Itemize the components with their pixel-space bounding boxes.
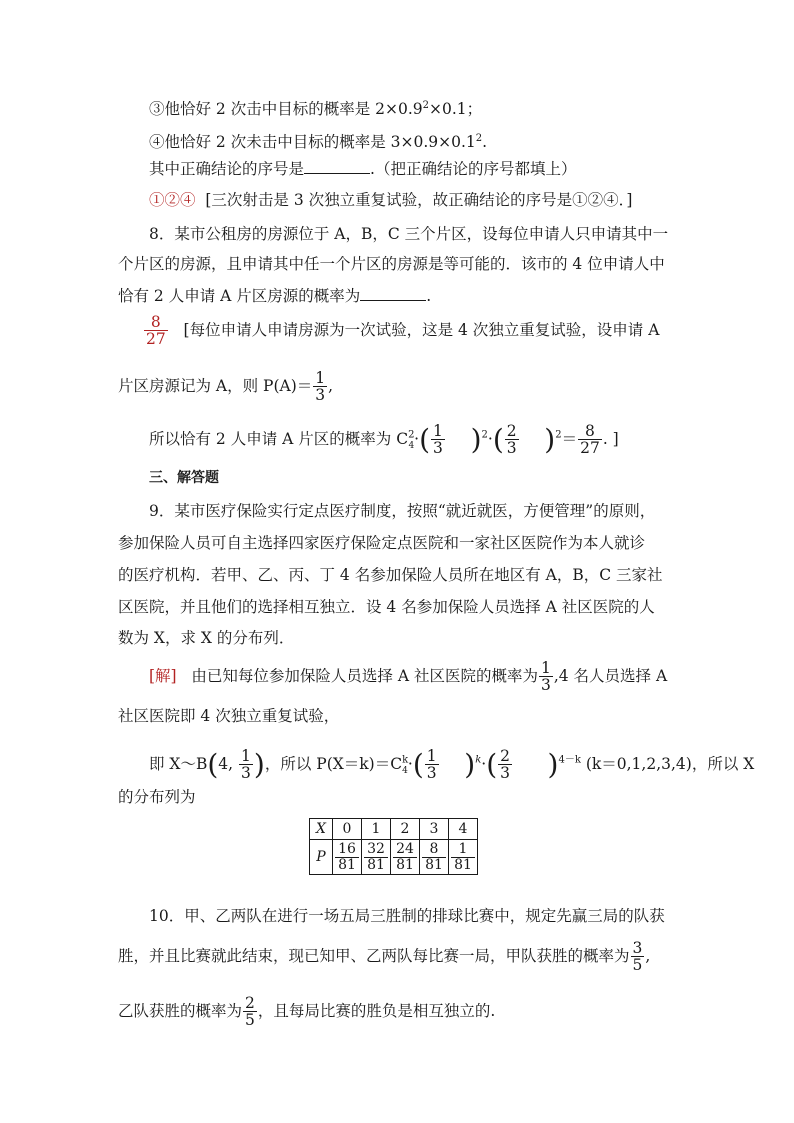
table-header-p: P bbox=[310, 840, 333, 875]
problem-10-line-1: 10．甲、乙两队在进行一场五局三胜制的排球比赛中，规定先赢三局的队获 bbox=[149, 907, 665, 925]
fraction-numerator: 1 bbox=[315, 369, 326, 387]
fraction-denominator: 5 bbox=[245, 1011, 255, 1030]
fraction-denominator: 81 bbox=[454, 856, 472, 873]
problem-10-line-2-end: , bbox=[645, 946, 651, 965]
exponent: 2 bbox=[481, 429, 488, 441]
answer-7-value: ①②④ bbox=[149, 191, 196, 209]
distribution-table bbox=[309, 818, 478, 875]
statement-3-tail: ×0.1； bbox=[429, 100, 483, 119]
exponent: 4－k bbox=[558, 754, 581, 766]
binomial-n: 4, bbox=[218, 754, 234, 773]
table-row-p bbox=[310, 840, 478, 875]
exponent: 2 bbox=[555, 429, 562, 441]
statement-3 bbox=[149, 96, 482, 119]
one-third-fraction bbox=[425, 748, 439, 782]
answer-blank bbox=[360, 286, 426, 301]
fraction-denominator: 3 bbox=[433, 439, 443, 458]
result-fraction bbox=[578, 423, 602, 457]
table-cell bbox=[362, 840, 391, 875]
answer-7-explanation: [三次射击是 3 次独立重复试验，故正确结论的序号是①②④．] bbox=[205, 191, 633, 209]
fraction-denominator: 3 bbox=[540, 676, 551, 695]
problem-10-line-3-end: ，且每局比赛的胜负是相互独立的. bbox=[257, 1001, 496, 1020]
right-paren: ) bbox=[253, 747, 265, 781]
fraction-numerator: 1 bbox=[241, 747, 251, 765]
answer-7 bbox=[149, 190, 632, 210]
fraction-denominator: 3 bbox=[500, 764, 511, 783]
exponent: k bbox=[475, 754, 482, 766]
problem-8-line-3 bbox=[118, 286, 431, 306]
table-header-x: X bbox=[310, 819, 333, 840]
table-cell: 4 bbox=[449, 819, 478, 840]
table-cell: 2 bbox=[391, 819, 420, 840]
question-7-prompt bbox=[149, 159, 576, 179]
answer-8-denominator: 27 bbox=[146, 330, 166, 349]
answer-8-line-2 bbox=[118, 370, 333, 404]
two-thirds-fraction bbox=[498, 748, 512, 782]
table-cell: 1 bbox=[362, 819, 391, 840]
left-paren: ( bbox=[207, 747, 219, 781]
combination-superscript: k bbox=[402, 754, 409, 766]
answer-8-line-3: 所以恰有 2 人申请 A 片区的概率为 $C^2_4\cdot$( $\frac{1}{3}$ )$^2$·( $\frac{2}{3}$ )$^2$＝ $\frac{8}{27}$ . ] bbox=[149, 422, 619, 458]
problem-9-line-4: 区医院，并且他们的选择相互独立．设 4 名参加保险人员选择 A 社区医院的人 bbox=[118, 598, 655, 616]
solution-9-line-3: 即 X～B(4, $\frac{1}{3}$ )，所以 $P(X=k)=C^k_4\cdot$( $\frac{1}{3}$ )$^k$·( $\frac{2}{3}$ )$^{4-k}$ (k＝0,1,2,3,4)，所以 X bbox=[149, 747, 755, 783]
answer-8-solution-line-1: [每位申请人申请房源为一次试验，这是 4 次独立重复试验，设申请 A bbox=[183, 320, 660, 339]
fraction-numerator: 2 bbox=[500, 747, 511, 765]
fraction-denominator: 3 bbox=[241, 764, 251, 783]
answer-8-line-2-text: 片区房源记为 A，则 P(A)＝ bbox=[118, 376, 313, 395]
solution-9-line-2: 社区医院即 4 次独立重复试验， bbox=[118, 707, 340, 725]
probability-fraction bbox=[335, 842, 359, 872]
solution-9-line-4: 的分布列为 bbox=[118, 788, 196, 806]
problem-8-line-3-end: . bbox=[426, 287, 432, 305]
fraction-numerator: 16 bbox=[335, 842, 359, 858]
statement-4-tail: . bbox=[482, 133, 488, 152]
problem-8-line-1: 8．某市公租房的房源位于 A，B，C 三个片区，设每位申请人只申请其中一 bbox=[149, 225, 669, 243]
solution-9-line-1 bbox=[149, 660, 667, 694]
fraction-denominator: 3 bbox=[506, 439, 517, 458]
right-paren: ) bbox=[464, 747, 476, 781]
combination-subscript: 4 bbox=[402, 765, 408, 776]
answer-8-line-3-text: 所以恰有 2 人申请 A 片区的概率为 C bbox=[149, 429, 409, 448]
one-third-fraction bbox=[539, 660, 553, 694]
combination-subscript: 4 bbox=[408, 440, 415, 451]
table-cell bbox=[420, 840, 449, 875]
section-heading: 三、解答题 bbox=[149, 470, 219, 486]
table-cell: 0 bbox=[333, 819, 362, 840]
statement-4-exponent: 2 bbox=[475, 133, 483, 144]
solution-9-line-3-end: (k＝0,1,2,3,4)，所以 X bbox=[585, 754, 755, 773]
statement-4-text: ④他恰好 2 次未击中目标的概率是 3×0.9×0.1 bbox=[149, 133, 476, 152]
left-paren: ( bbox=[419, 422, 431, 456]
fraction-denominator: 3 bbox=[315, 386, 326, 405]
table-row-x bbox=[310, 819, 478, 840]
equals-sign: ＝ bbox=[561, 429, 578, 448]
win-probability-fraction bbox=[631, 940, 645, 974]
fraction-numerator: 32 bbox=[364, 842, 388, 858]
question-7-text: 其中正确结论的序号是 bbox=[149, 160, 305, 178]
fraction-numerator: 3 bbox=[632, 939, 643, 957]
statement-4 bbox=[149, 129, 487, 152]
table-cell bbox=[391, 840, 420, 875]
problem-9-line-3: 的医疗机构．若甲、乙、丙、丁 4 名参加保险人员所在地区有 A，B，C 三家社 bbox=[118, 566, 663, 584]
problem-10-line-3-text: 乙队获胜的概率为 bbox=[118, 1001, 243, 1020]
fraction-numerator: 24 bbox=[393, 842, 417, 858]
right-paren: ) bbox=[470, 422, 482, 456]
answer-blank bbox=[304, 159, 370, 174]
question-7-note: .（把正确结论的序号都填上） bbox=[370, 160, 577, 178]
two-thirds-fraction bbox=[505, 423, 519, 457]
probability-fraction bbox=[422, 842, 446, 872]
left-paren: ( bbox=[486, 747, 498, 781]
probability-formula-text: ，所以 P(X＝k)＝C bbox=[264, 754, 403, 773]
one-third-fraction bbox=[431, 423, 445, 457]
statement-3-text: ③他恰好 2 次击中目标的概率是 2×0.9 bbox=[149, 100, 423, 119]
right-paren: ) bbox=[547, 747, 559, 781]
problem-9-line-5: 数为 X，求 X 的分布列． bbox=[118, 629, 295, 647]
fraction-numerator: 1 bbox=[451, 842, 475, 858]
fraction-numerator: 1 bbox=[433, 422, 443, 440]
answer-8-line-2-end: , bbox=[328, 376, 334, 395]
fraction-numerator: 2 bbox=[506, 422, 517, 440]
probability-fraction bbox=[451, 842, 475, 872]
fraction-denominator: 3 bbox=[426, 764, 437, 783]
problem-9-line-2: 参加保险人员可自主选择四家医疗保险定点医院和一家社区医院作为本人就诊 bbox=[118, 534, 646, 552]
binomial-text: 即 X～B bbox=[149, 754, 208, 773]
fraction-numerator: 2 bbox=[245, 994, 255, 1012]
left-paren: ( bbox=[492, 422, 504, 456]
statement-3-exponent: 2 bbox=[422, 100, 430, 111]
answer-8-line-3-end: . ] bbox=[602, 429, 619, 448]
problem-10-line-2 bbox=[118, 940, 650, 974]
left-paren: ( bbox=[412, 747, 424, 781]
probability-fraction bbox=[393, 842, 417, 872]
right-paren: ) bbox=[544, 422, 556, 456]
fraction-denominator: 81 bbox=[338, 856, 356, 873]
answer-8-numerator: 8 bbox=[144, 314, 168, 331]
loss-probability-fraction bbox=[243, 995, 257, 1029]
one-third-fraction bbox=[313, 370, 327, 404]
fraction-numerator: 1 bbox=[426, 747, 437, 765]
fraction-denominator: 81 bbox=[367, 856, 385, 873]
answer-8 bbox=[143, 314, 659, 348]
table-cell: 3 bbox=[420, 819, 449, 840]
fraction-numerator: 8 bbox=[422, 842, 446, 858]
problem-9-line-1: 9．某市医疗保险实行定点医疗制度，按照“就近就医，方便管理”的原则， bbox=[149, 502, 656, 520]
combination-superscript: 2 bbox=[408, 429, 415, 441]
fraction-denominator: 81 bbox=[396, 856, 414, 873]
fraction-denominator: 81 bbox=[425, 856, 443, 873]
problem-8-line-2: 个片区的房源，且申请其中任一个片区的房源是等可能的．该市的 4 位申请人中 bbox=[118, 255, 665, 273]
fraction-numerator: 1 bbox=[540, 659, 551, 677]
answer-8-fraction bbox=[144, 314, 168, 348]
solution-9-line-1-text: 由已知每位参加保险人员选择 A 社区医院的概率为 bbox=[191, 666, 538, 685]
problem-8-line-3-text: 恰有 2 人申请 A 片区房源的概率为 bbox=[118, 287, 361, 305]
table-cell bbox=[449, 840, 478, 875]
fraction-denominator: 5 bbox=[632, 956, 643, 975]
problem-10-line-3 bbox=[118, 995, 495, 1029]
probability-fraction bbox=[364, 842, 388, 872]
problem-10-line-2-text: 胜，并且比赛就此结束，现已知甲、乙两队每比赛一局，甲队获胜的概率为 bbox=[118, 946, 630, 965]
table-cell bbox=[333, 840, 362, 875]
solution-label: [解] bbox=[149, 666, 177, 685]
fraction-denominator: 27 bbox=[580, 439, 600, 458]
solution-9-line-1-end: ,4 名人员选择 A bbox=[553, 666, 668, 685]
fraction-numerator: 8 bbox=[578, 423, 602, 440]
one-third-fraction bbox=[239, 748, 253, 782]
